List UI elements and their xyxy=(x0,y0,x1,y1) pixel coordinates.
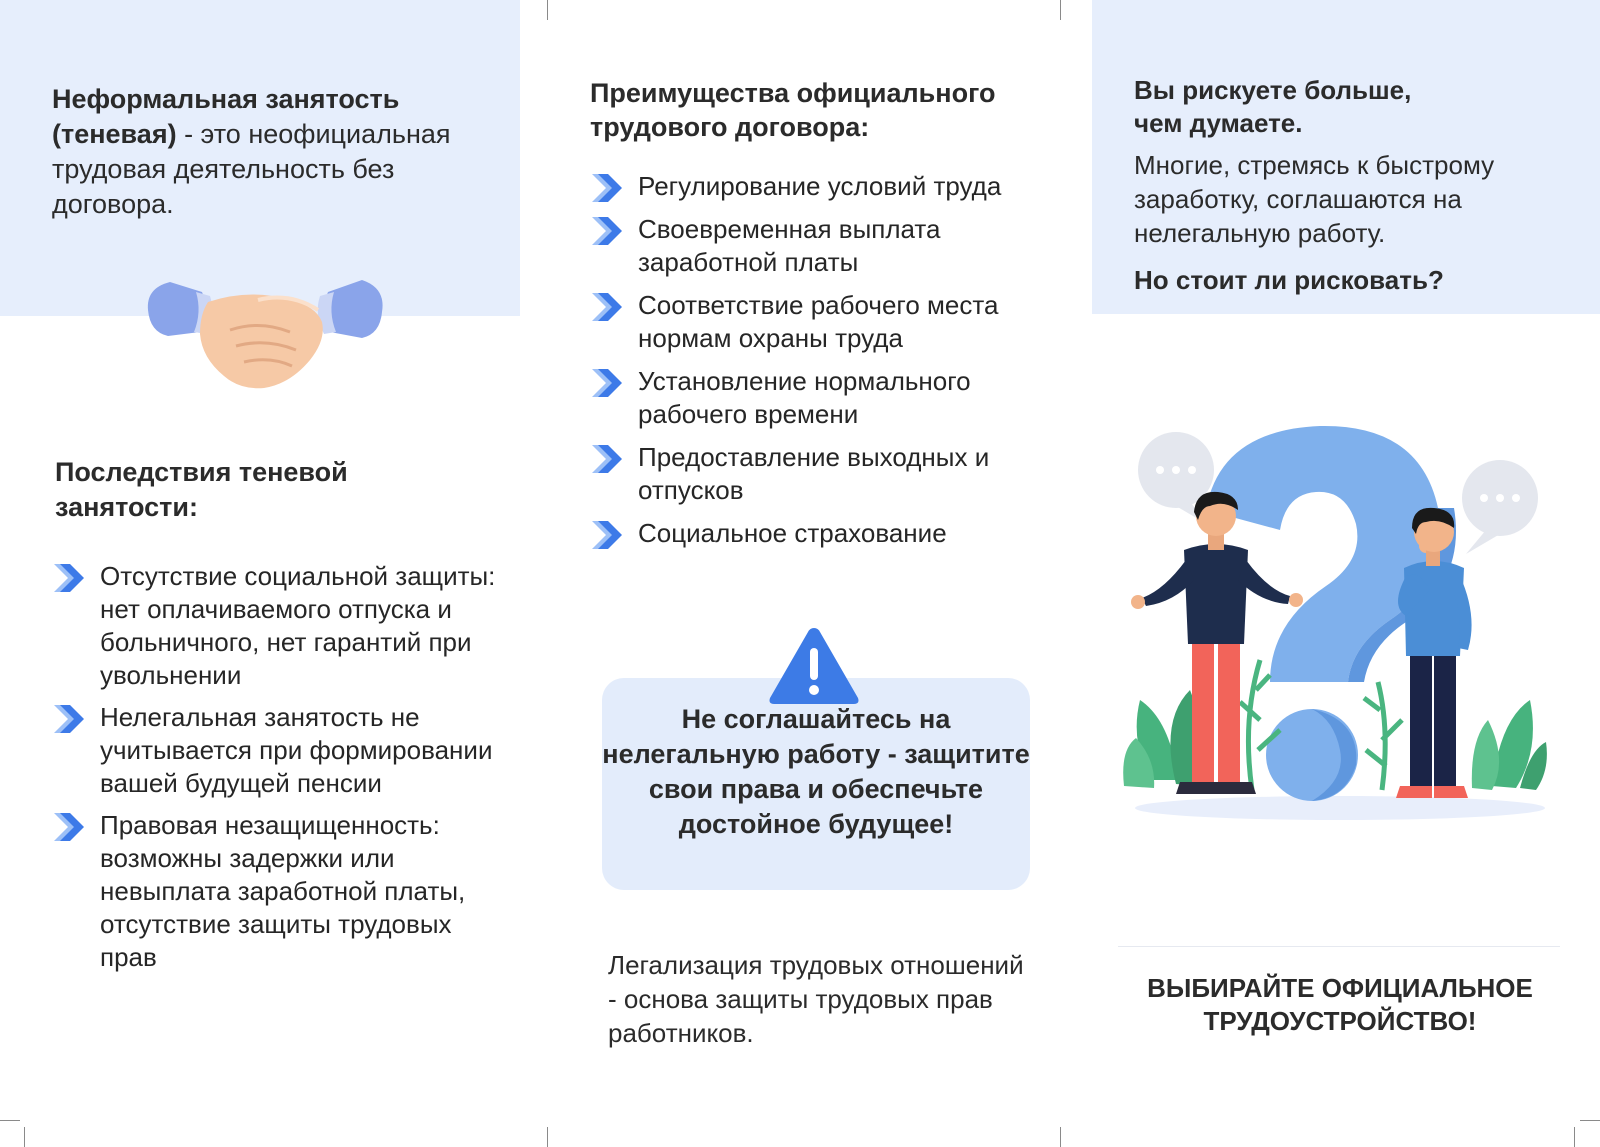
advantages-list xyxy=(590,170,1040,550)
risk-title: Вы рискуете больше, чем думаете. xyxy=(1134,75,1412,138)
footer-text: Легализация трудовых отношений - основа защиты трудовых прав работников. xyxy=(608,950,1024,1048)
call-to-action: ВЫБИРАЙТЕ ОФИЦИАЛЬНОЕ ТРУДОУСТРОЙСТВО! xyxy=(1147,973,1533,1036)
question-illustration xyxy=(1120,420,1550,830)
list-item-text: Социальное страхование xyxy=(638,518,947,548)
list-item xyxy=(52,560,512,692)
list-item xyxy=(52,809,512,974)
list-item xyxy=(52,701,512,800)
trim-mark xyxy=(1574,1127,1575,1147)
list-item-text: Отсутствие социальной защиты: нет оплачиваемого отпуска и больничного, нет гарантий при увольнении xyxy=(100,561,496,690)
list-item xyxy=(590,170,1040,203)
trim-mark xyxy=(547,1127,548,1147)
list-item xyxy=(590,213,1040,279)
advantages-title: Преимущества официального трудового договора: xyxy=(590,78,996,142)
list-item xyxy=(590,365,1040,431)
callout-text: Не соглашайтесь на нелегальную работу - защитите свои права и обеспечьте достойное будущее! xyxy=(602,704,1030,839)
list-item-text: Установление нормального рабочего времени xyxy=(638,366,971,429)
list-item-text: Предоставление выходных и отпусков xyxy=(638,442,990,505)
consequences-title: Последствия теневой занятости: xyxy=(55,457,348,522)
definition-text xyxy=(52,82,512,222)
list-item-text: Правовая незащищенность: возможны задержки или невыплата заработной платы, отсутствие защиты трудовых прав xyxy=(100,810,466,972)
warning-callout xyxy=(602,678,1030,890)
chevron-right-icon xyxy=(52,703,88,735)
chevron-right-icon xyxy=(590,172,626,204)
risk-text: Многие, стремясь к быстрому заработку, соглашаются на нелегальную работу. xyxy=(1134,150,1495,248)
list-item xyxy=(590,289,1040,355)
definition-rest: - это неофициальная трудовая деятельность без договора. xyxy=(52,119,451,219)
chevron-right-icon xyxy=(590,367,626,399)
definition-bold: Неформальная занятость (теневая) xyxy=(52,84,400,149)
consequences-list xyxy=(52,560,512,974)
trim-mark xyxy=(0,1120,20,1121)
trim-mark xyxy=(1060,1127,1061,1147)
chevron-right-icon xyxy=(52,562,88,594)
chevron-right-icon xyxy=(590,291,626,323)
trim-mark xyxy=(1580,1120,1600,1121)
list-item-text: Своевременная выплата заработной платы xyxy=(638,214,941,277)
list-item xyxy=(590,441,1040,507)
list-item xyxy=(590,517,1040,550)
list-item-text: Соответствие рабочего места нормам охраны труда xyxy=(638,290,999,353)
section-divider xyxy=(1118,946,1560,947)
trim-mark xyxy=(547,0,548,20)
trim-mark xyxy=(1060,0,1061,20)
trim-mark xyxy=(24,1127,25,1147)
chevron-right-icon xyxy=(590,215,626,247)
list-item-text: Регулирование условий труда xyxy=(638,171,1002,201)
chevron-right-icon xyxy=(52,811,88,843)
chevron-right-icon xyxy=(590,519,626,551)
warning-icon xyxy=(766,624,862,708)
chevron-right-icon xyxy=(590,443,626,475)
handshake-illustration xyxy=(140,270,390,400)
list-item-text: Нелегальная занятость не учитывается при формировании вашей будущей пенсии xyxy=(100,702,493,798)
risk-question: Но стоит ли рисковать? xyxy=(1134,265,1444,295)
